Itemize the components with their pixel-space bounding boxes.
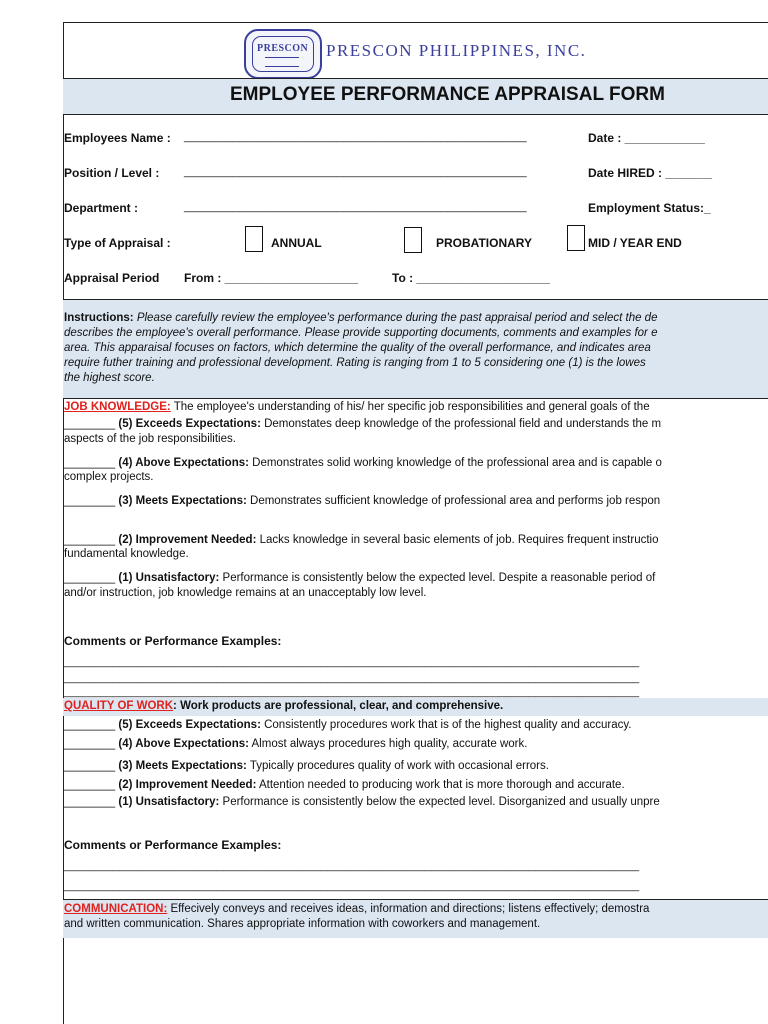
midyear-label: MID / YEAR END bbox=[588, 236, 682, 250]
qw-comment-line-2[interactable]: ______________________________________________________________________________________________ bbox=[64, 880, 640, 892]
top-border bbox=[63, 22, 768, 23]
qw-rating-2: ________ (2) Improvement Needed: Attention needed to producing work that is more thorough and accurate. bbox=[64, 779, 625, 791]
qw-rating-5-blank[interactable]: ________ bbox=[64, 719, 116, 731]
qw-rating-3: ________ (3) Meets Expectations: Typically procedures quality of work with occasional errors. bbox=[64, 760, 549, 772]
company-logo bbox=[244, 29, 322, 79]
instructions-line-1: Instructions: Please carefully review the employee's performance during the past appraisal period and select the de bbox=[64, 312, 658, 324]
qw-comment-line-1[interactable]: ______________________________________________________________________________________________ bbox=[64, 860, 640, 872]
type-of-appraisal-label: Type of Appraisal : bbox=[64, 236, 171, 250]
communication-cont: and written communication. Shares appropriate information with coworkers and management. bbox=[64, 918, 541, 930]
position-field[interactable]: ________________________________________________________ bbox=[184, 166, 527, 178]
date-field[interactable]: Date : ____________ bbox=[588, 131, 705, 145]
form-title: EMPLOYEE PERFORMANCE APPRAISAL FORM bbox=[230, 84, 665, 105]
annual-checkbox[interactable] bbox=[245, 226, 263, 252]
jk-rating-2-cont: fundamental knowledge. bbox=[64, 548, 189, 560]
instructions-line-2: describes the employee's overall performance. Please provide supporting documents, comments and examples for e bbox=[64, 327, 658, 339]
qw-rating-4: ________ (4) Above Expectations: Almost always procedures high quality, accurate work. bbox=[64, 738, 528, 750]
jk-comment-line-3[interactable]: ______________________________________________________________________________________________ bbox=[64, 686, 640, 698]
instructions-line-5: the highest score. bbox=[64, 372, 155, 384]
qw-rating-3-blank[interactable]: ________ bbox=[64, 760, 116, 772]
midyear-checkbox[interactable] bbox=[567, 225, 585, 251]
instructions-line-3: area. This apparaisal focuses on factors, which determine the quality of the overall performance, and indicates area bbox=[64, 342, 651, 354]
jk-rating-2-blank[interactable]: ________ bbox=[64, 534, 116, 546]
jk-rating-4: ________ (4) Above Expectations: Demonstrates solid working knowledge of the professional area and is capable o bbox=[64, 457, 662, 469]
handshake-icon bbox=[265, 57, 299, 67]
position-label: Position / Level : bbox=[64, 166, 160, 180]
period-to-field[interactable]: To : ____________________ bbox=[392, 271, 550, 285]
company-name: PRESCON PHILIPPINES, INC. bbox=[326, 41, 587, 60]
period-from-field[interactable]: From : ____________________ bbox=[184, 271, 359, 285]
employee-name-field[interactable]: ________________________________________________________ bbox=[184, 131, 527, 143]
jk-rating-4-blank[interactable]: ________ bbox=[64, 457, 116, 469]
qw-rating-4-blank[interactable]: ________ bbox=[64, 738, 116, 750]
department-field[interactable]: ________________________________________________________ bbox=[184, 201, 527, 213]
quality-title: QUALITY OF WORK bbox=[64, 700, 174, 712]
qw-rating-2-blank[interactable]: ________ bbox=[64, 779, 116, 791]
jk-rating-4-cont: complex projects. bbox=[64, 471, 154, 483]
job-knowledge-title: JOB KNOWLEDGE: bbox=[64, 401, 171, 413]
employee-name-label: Employees Name : bbox=[64, 131, 171, 145]
jk-rating-2: ________ (2) Improvement Needed: Lacks knowledge in several basic elements of job. Requires frequent instructio bbox=[64, 534, 659, 546]
job-knowledge-heading: JOB KNOWLEDGE: The employee's understanding of his/ her specific job responsibilities and general goals of the bbox=[64, 401, 650, 413]
qw-comments-label: Comments or Performance Examples: bbox=[64, 838, 282, 852]
qw-rating-1: ________ (1) Unsatisfactory: Performance is consistently below the expected level. Disorganized and usually unpre bbox=[64, 796, 660, 808]
jk-comment-line-2[interactable]: ______________________________________________________________________________________________ bbox=[64, 672, 640, 684]
communication-title: COMMUNICATION: bbox=[64, 903, 168, 915]
instructions-heading: Instructions: bbox=[64, 312, 134, 324]
jk-rating-1: ________ (1) Unsatisfactory: Performance is consistently below the expected level. Despite a reasonable period of bbox=[64, 572, 656, 584]
jk-rating-1-cont: and/or instruction, job knowledge remains at an unacceptably low level. bbox=[64, 587, 427, 599]
logo-text: PRESCON bbox=[257, 43, 309, 54]
date-hired-field[interactable]: Date HIRED : _______ bbox=[588, 166, 713, 180]
probationary-checkbox[interactable] bbox=[404, 227, 422, 253]
probationary-label: PROBATIONARY bbox=[436, 236, 532, 250]
quality-heading: QUALITY OF WORK: Work products are professional, clear, and comprehensive. bbox=[64, 700, 504, 712]
annual-label: ANNUAL bbox=[271, 236, 322, 250]
employment-status-field[interactable]: Employment Status:_ bbox=[588, 201, 711, 215]
communication-heading: COMMUNICATION: Effecively conveys and receives ideas, information and directions; listens effectively; demostra bbox=[64, 903, 650, 915]
jk-rating-5-blank[interactable]: ________ bbox=[64, 418, 116, 430]
jk-rating-3-blank[interactable]: ________ bbox=[64, 495, 116, 507]
appraisal-period-label: Appraisal Period bbox=[64, 271, 160, 285]
jk-rating-3: ________ (3) Meets Expectations: Demonstrates sufficient knowledge of professional area and performs job respon bbox=[64, 495, 661, 507]
jk-comment-line-1[interactable]: ______________________________________________________________________________________________ bbox=[64, 656, 640, 668]
jk-rating-1-blank[interactable]: ________ bbox=[64, 572, 116, 584]
jk-rating-5: ________ (5) Exceeds Expectations: Demonstates deep knowledge of the professional field and understands the m bbox=[64, 418, 662, 430]
department-label: Department : bbox=[64, 201, 139, 215]
qw-rating-1-blank[interactable]: ________ bbox=[64, 796, 116, 808]
jk-comments-label: Comments or Performance Examples: bbox=[64, 634, 282, 648]
qw-rating-5: ________ (5) Exceeds Expectations: Consistently procedures work that is of the highest quality and accuracy. bbox=[64, 719, 632, 731]
jk-rating-5-cont: aspects of the job responsibilities. bbox=[64, 433, 236, 445]
instructions-line-4: require futher training and professional development. Rating is ranging from 1 to 5 considering one (1) is the lowes bbox=[64, 357, 646, 369]
